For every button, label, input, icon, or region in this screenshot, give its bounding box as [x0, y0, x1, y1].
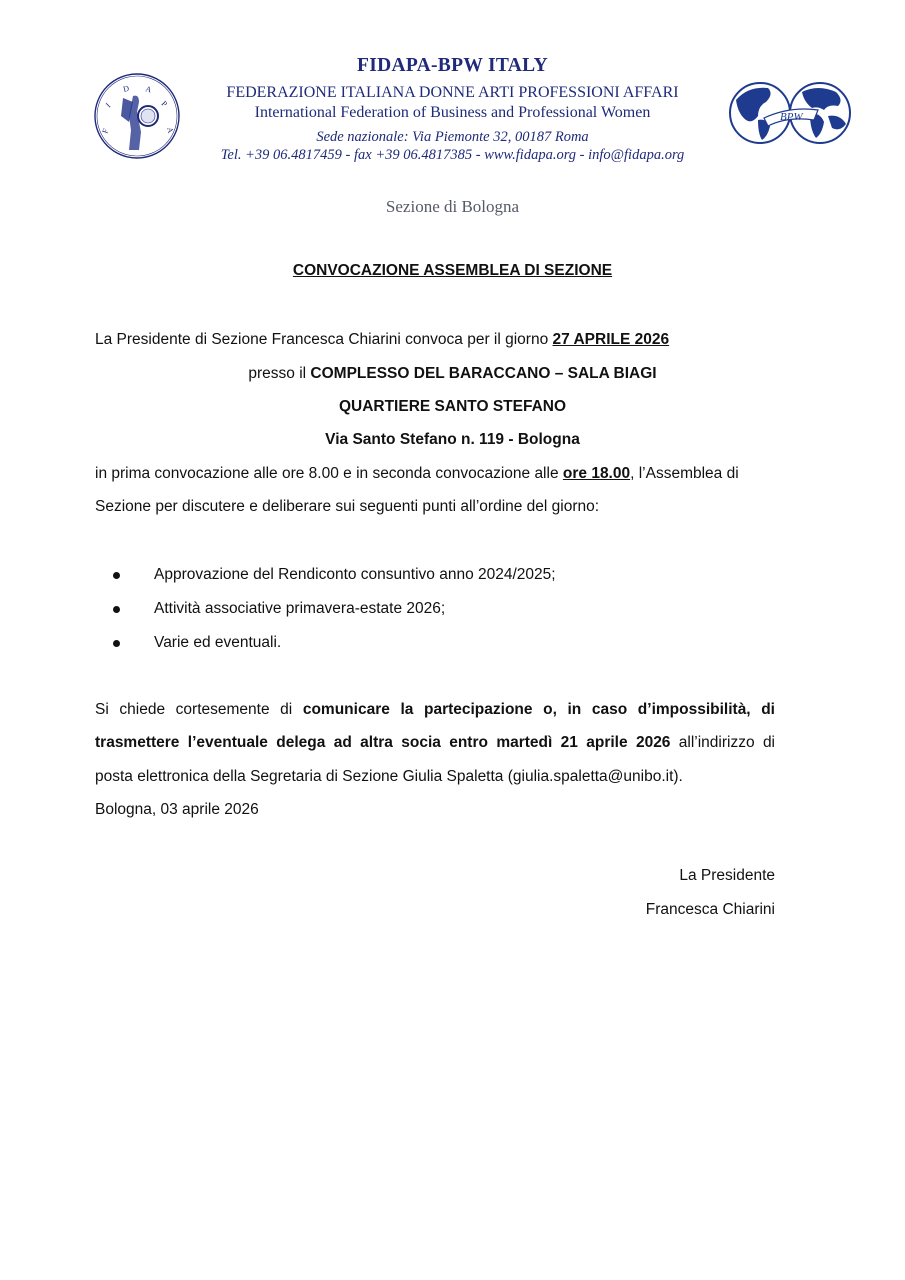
svg-text:A: A	[144, 84, 153, 95]
request-line-1: Si chiede cortesemente di comunicare la partecipazione o, in caso d’impossibilità, di	[95, 701, 775, 718]
document-title: CONVOCAZIONE ASSEMBLEA DI SEZIONE	[292, 262, 613, 279]
signature-role: La Presidente	[679, 867, 775, 884]
bullet-icon	[113, 606, 120, 613]
headquarters-address: Sede nazionale: Via Piemonte 32, 00187 Roma	[316, 129, 589, 145]
agenda-item: Varie ed eventuali.	[95, 633, 695, 667]
bullet-icon	[113, 572, 120, 579]
agenda-item: Attività associative primavera-estate 2026;	[95, 599, 695, 633]
place-and-date: Bologna, 03 aprile 2026	[95, 801, 259, 818]
agenda-item: Approvazione del Rendiconto consuntivo anno 2024/2025;	[95, 565, 695, 599]
venue-district: QUARTIERE SANTO STEFANO	[338, 398, 567, 415]
agenda-list	[95, 565, 695, 667]
schedule-line-1: in prima convocazione alle ore 8.00 e in seconda convocazione alle ore 18.00, l’Assemblea di	[95, 465, 739, 482]
fidapa-seal-logo-icon	[93, 72, 181, 160]
organization-name-italian: FEDERAZIONE ITALIANA DONNE ARTI PROFESSIONI AFFARI	[226, 84, 679, 101]
intro-line: La Presidente di Sezione Francesca Chiarini convoca per il giorno 27 APRILE 2026	[95, 331, 670, 348]
letterhead-text	[180, 54, 725, 164]
letterhead	[0, 0, 905, 180]
request-line-3: posta elettronica della Segretaria di Sezione Giulia Spaletta (giulia.spaletta@unibo.it).	[95, 768, 683, 785]
delegation-deadline: trasmettere l’eventuale delega ad altra socia entro martedì 21 aprile 2026	[95, 734, 671, 751]
svg-text:F: F	[100, 127, 111, 135]
venue-line: presso il COMPLESSO DEL BARACCANO – SALA BIAGI	[248, 365, 657, 382]
bullet-icon	[113, 640, 120, 647]
svg-text:BPW: BPW	[780, 111, 803, 123]
svg-text:D: D	[122, 83, 131, 94]
signature-name: Francesca Chiarini	[645, 901, 775, 918]
svg-text:P: P	[159, 99, 170, 109]
bpw-globes-logo-icon	[728, 80, 852, 146]
venue-name: COMPLESSO DEL BARACCANO – SALA BIAGI	[310, 365, 657, 382]
svg-text:A: A	[165, 126, 176, 135]
venue-address: Via Santo Stefano n. 119 - Bologna	[325, 431, 580, 448]
request-line-2: trasmettere l’eventuale delega ad altra socia entro martedì 21 aprile 2026 all’indirizzo di	[95, 734, 776, 751]
section-name: Sezione di Bologna	[385, 197, 520, 216]
meeting-date: 27 APRILE 2026	[552, 331, 670, 348]
organization-title: FIDAPA-BPW ITALY	[357, 55, 548, 76]
svg-text:I: I	[104, 101, 113, 110]
second-call-time: ore 18.00	[562, 465, 631, 482]
organization-name-english: International Federation of Business and Professional Women	[254, 104, 651, 121]
contact-info: Tel. +39 06.4817459 - fax +39 06.4817385 - www.fidapa.org - info@fidapa.org	[220, 147, 685, 163]
schedule-line-2: Sezione per discutere e deliberare sui seguenti punti all’ordine del giorno:	[95, 498, 600, 515]
